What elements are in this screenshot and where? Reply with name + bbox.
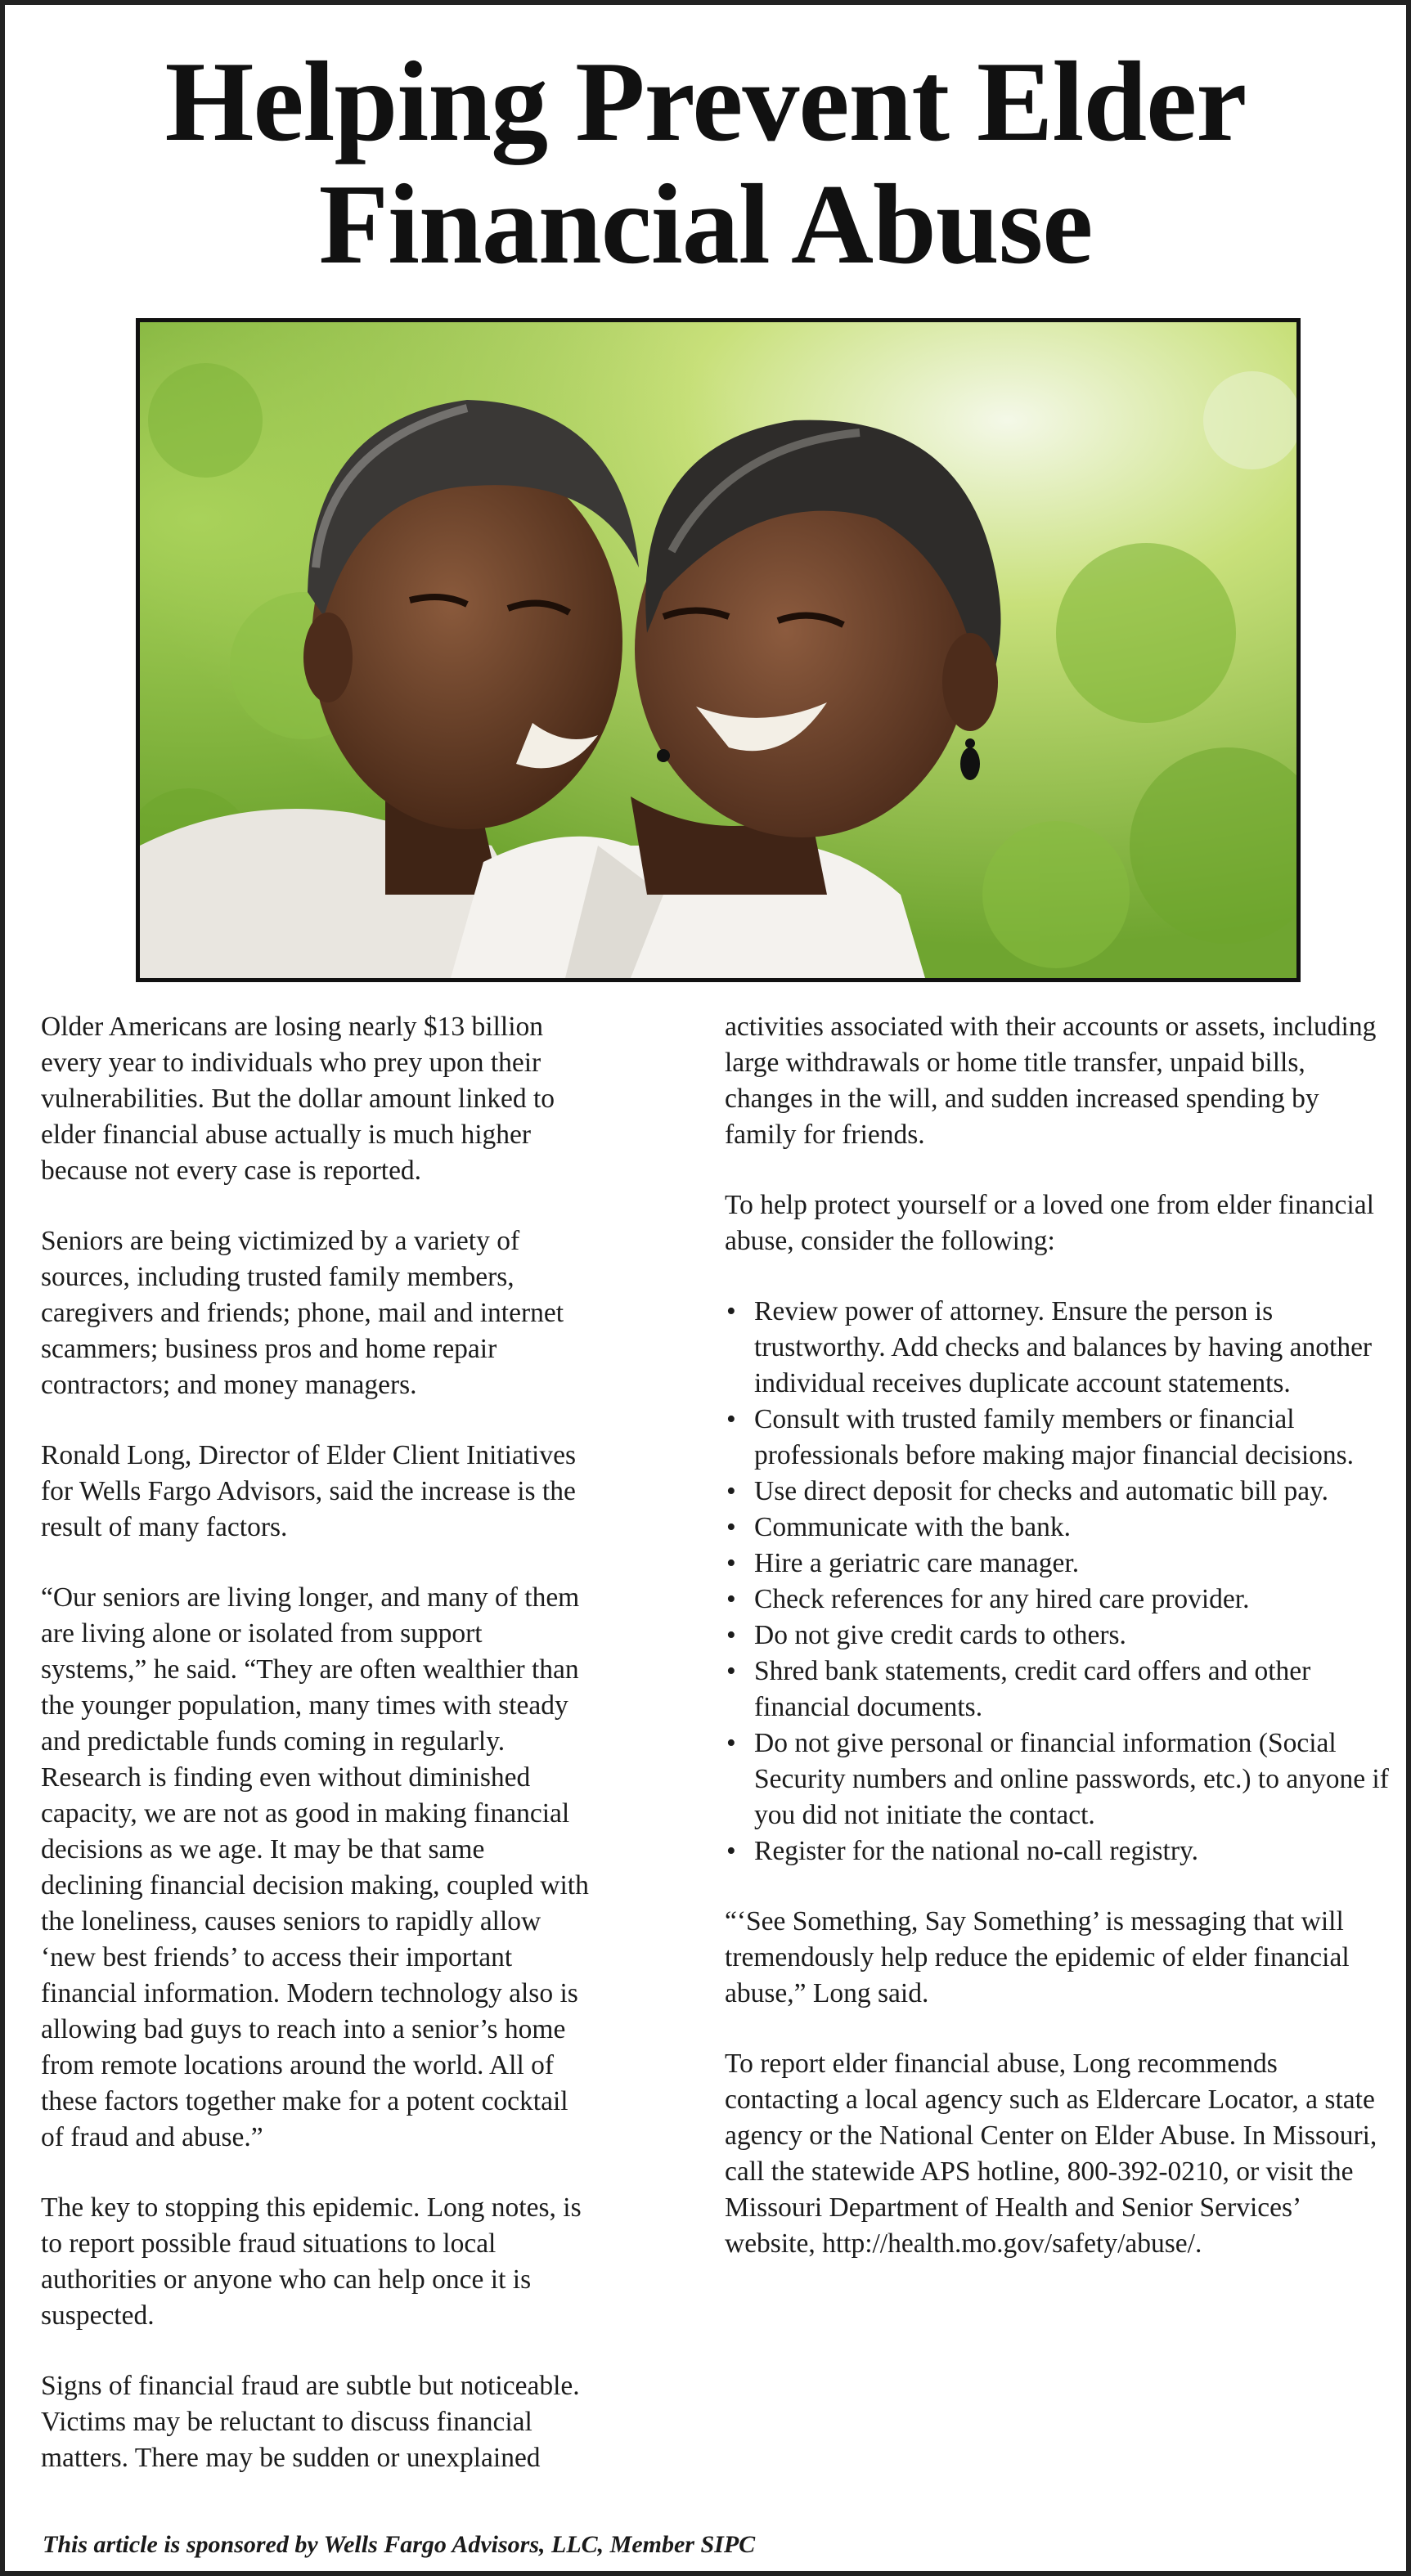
tip-item: • Use direct deposit for checks and automatic bill pay.	[725, 1474, 1395, 1510]
tip-item: • Register for the national no-call registry.	[725, 1833, 1395, 1869]
tip-item: • Consult with trusted family members or financial professionals before making major financial decisions.	[725, 1402, 1395, 1474]
paragraph: To help protect yourself or a loved one from elder financial abuse, consider the following:	[725, 1190, 1374, 1256]
sponsor-footer: This article is sponsored by Wells Fargo Advisors, LLC, Member SIPC	[43, 2531, 756, 2558]
tip-item: • Hire a geriatric care manager.	[725, 1546, 1395, 1582]
article-column-left	[41, 1009, 589, 2476]
photo-couple	[136, 318, 1301, 982]
paragraph: Older Americans are losing nearly $13 billion every year to individuals who prey upon their vulnerabilities. But the dollar amount linked to elder financial abuse actually is much higher because not every case is reported.	[41, 1012, 555, 1186]
paragraph: To report elder financial abuse, Long recommends contacting a local agency such as Eldercare Locator, a state agency or the National Center on Elder Abuse. In Missouri, call the statewide APS hotline, 800-392-0210, or visit the Missouri Department of Health and Senior Services’ website, http://health.mo.gov/safety/abuse/.	[725, 2049, 1377, 2259]
tips-list	[725, 1294, 1395, 1869]
paragraph: “‘See Something, Say Something’ is messaging that will tremendously help reduce the epidemic of elder financial abuse,” Long said.	[725, 1906, 1350, 2008]
paragraph: Signs of financial fraud are subtle but noticeable. Victims may be reluctant to discuss financial matters. There may be sudden or unexplained	[41, 2371, 580, 2473]
article-column-right	[725, 1009, 1395, 2262]
tip-item: • Review power of attorney. Ensure the person is trustworthy. Add checks and balances by having another individual receives duplicate account statements.	[725, 1294, 1395, 1402]
tip-item: • Check references for any hired care provider.	[725, 1582, 1395, 1618]
paragraph: Seniors are being victimized by a variety of sources, including trusted family members, caregivers and friends; phone, mail and internet scammers; business pros and home repair contractors; and money managers.	[41, 1226, 564, 1400]
photo-couple-illustration	[140, 322, 1296, 978]
tip-item: • Do not give personal or financial information (Social Security numbers and online passwords, etc.) to anyone if you did not initiate the contact.	[725, 1726, 1395, 1833]
article-title	[5, 38, 1406, 288]
title-line-2: Financial Abuse	[318, 161, 1093, 288]
tip-item: • Do not give credit cards to others.	[725, 1618, 1395, 1654]
paragraph: Ronald Long, Director of Elder Client Initiatives for Wells Fargo Advisors, said the increase is the result of many factors.	[41, 1440, 577, 1542]
paragraph: The key to stopping this epidemic. Long notes, is to report possible fraud situations to local authorities or anyone who can help once it is suspected.	[41, 2192, 582, 2331]
title-line-1: Helping Prevent Elder	[164, 38, 1247, 165]
paragraph: “Our seniors are living longer, and many of them are living alone or isolated from support systems,” he said. “They are often wealthier than the younger population, many times with steady and predictable funds coming in regularly. Research is finding even without diminished capacity, we are not as good in making financial decisions as we age. It may be that same declining financial decision making, coupled with the loneliness, causes seniors to rapidly allow ‘new best friends’ to access their important financial information. Modern technology also is allowing bad guys to reach into a senior’s home from remote locations around the world. All of these factors together make for a potent cocktail of fraud and abuse.”	[41, 1582, 589, 2152]
paragraph: activities associated with their accounts or assets, including large withdrawals or home title transfer, unpaid bills, changes in the will, and sudden increased spending by family for friends.	[725, 1012, 1377, 1150]
tip-item: • Communicate with the bank.	[725, 1510, 1395, 1546]
tip-item: • Shred bank statements, credit card offers and other financial documents.	[725, 1654, 1395, 1726]
